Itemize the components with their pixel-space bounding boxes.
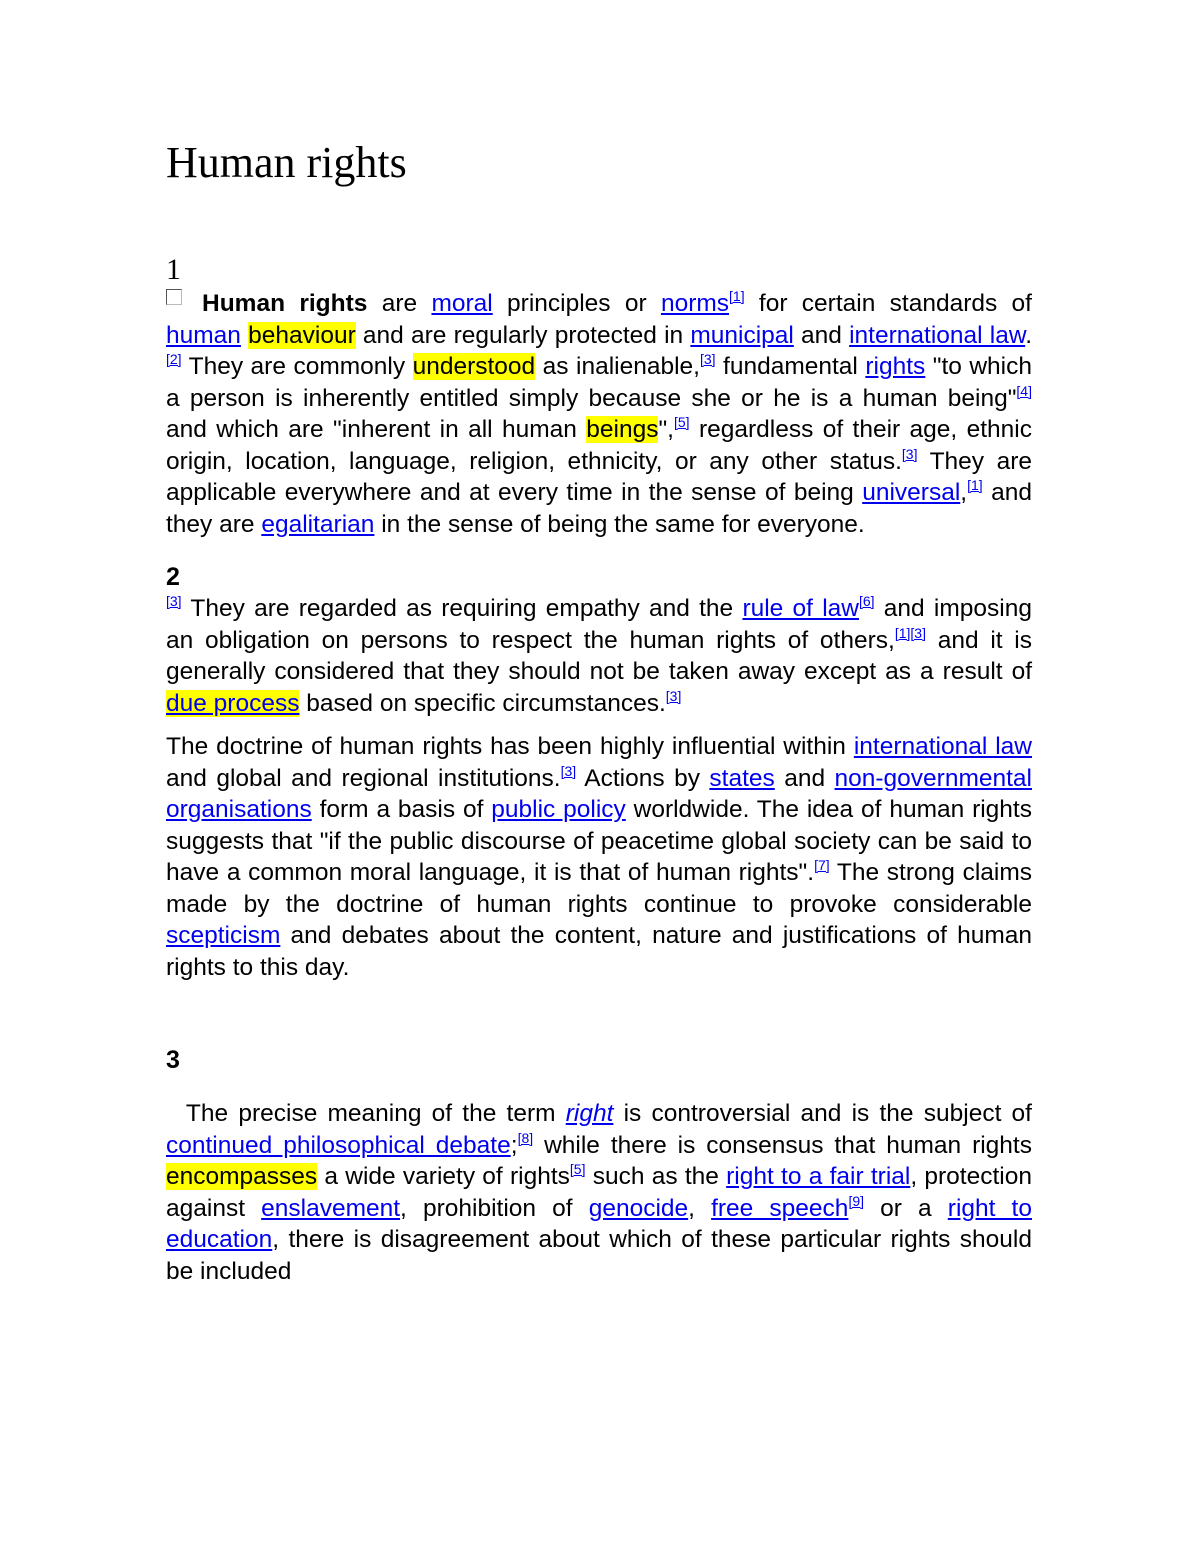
text-run: ", [658, 416, 674, 443]
text-run: and are regularly protected in [355, 321, 691, 349]
text-run: They are commonly [181, 353, 413, 380]
link-moral[interactable]: moral [431, 290, 493, 317]
link-ngo[interactable]: non-governmental organisations [166, 764, 1032, 823]
link-international-law[interactable]: international law [853, 733, 1032, 760]
citation-link[interactable]: [1] [894, 624, 911, 641]
citation-link[interactable]: [7] [814, 857, 830, 873]
text-run: and global and regional institutions. [166, 764, 561, 792]
text-run: and it is generally considered that they should not be taken away except as a result of [166, 626, 1032, 685]
link-human[interactable]: human [166, 321, 241, 349]
document-page [166, 136, 1032, 1287]
text-run: , [688, 1194, 712, 1222]
citation-link[interactable]: [5] [674, 414, 690, 430]
link-free-speech[interactable]: free speech [711, 1194, 849, 1222]
link-international-law[interactable]: international law [849, 321, 1026, 349]
highlight-beings: beings [586, 416, 659, 443]
text-run: The doctrine of human rights has been highly influential within [166, 733, 854, 760]
text-run: as inalienable, [535, 353, 700, 380]
text-run: and [774, 764, 835, 792]
citation-link[interactable]: [4] [1016, 382, 1032, 399]
citation-link[interactable]: [9] [848, 1192, 865, 1209]
text-run: , prohibition of [400, 1194, 589, 1222]
link-scepticism[interactable]: scepticism [166, 922, 281, 949]
citation-link[interactable]: [1] [967, 477, 983, 493]
text-run: and imposing an obligation on persons to respect the human rights of others, [166, 595, 1032, 654]
text-run: and [793, 321, 850, 349]
text-run: or a [864, 1194, 948, 1222]
link-universal[interactable]: universal [862, 479, 961, 506]
link-fair-trial[interactable]: right to a fair trial [726, 1163, 911, 1190]
text-run: and they are [166, 479, 1032, 538]
section-number-2: 2 [166, 563, 180, 591]
text-run: and which are "inherent in all human [166, 416, 587, 443]
citation-link[interactable]: [3] [560, 762, 577, 779]
section-number-1: 1 [166, 253, 181, 286]
text-run: , there is disagreement about which of these particular rights should be included [166, 1226, 1032, 1285]
link-municipal[interactable]: municipal [690, 321, 794, 349]
text-run: They are applicable everywhere and at every time in the sense of being [166, 447, 1032, 506]
link-right-to-education[interactable]: right to education [166, 1194, 1032, 1253]
text-run: regardless of their age, ethnic origin, location, language, religion, ethnicity, or any other status. [166, 416, 1032, 475]
text-run: for certain standards of [744, 290, 1032, 317]
citation-link[interactable]: [3] [699, 351, 716, 367]
paragraph-4 [166, 1098, 1032, 1287]
text-run: such as the [585, 1163, 727, 1190]
section-number-3: 3 [166, 1046, 180, 1074]
paragraph-2 [166, 593, 1032, 719]
citation-link[interactable]: [5] [569, 1161, 586, 1177]
text-run: Actions by [576, 764, 710, 792]
text-run: are [367, 290, 432, 317]
text-run: , protection against [166, 1163, 1032, 1222]
text-run: worldwide. The idea of human rights suggests that "if the public discourse of peacetime global society can be said to have a common moral language, it is that of human rights". [166, 796, 1032, 886]
text-run: form a basis of [311, 796, 492, 823]
text-run: a wide variety of rights [317, 1163, 570, 1190]
citation-link[interactable]: [3] [910, 624, 926, 641]
bold-lead: Human rights [202, 290, 368, 317]
text-run: The precise meaning of the term [166, 1100, 566, 1127]
citation-link[interactable]: [3] [665, 687, 682, 704]
checkbox-icon[interactable] [166, 289, 182, 305]
link-right[interactable]: right [565, 1100, 614, 1127]
text-run: "to which a person is inherently entitled simply because she or he is a human being" [166, 353, 1032, 412]
text-run: principles or [492, 290, 661, 317]
text-run: is controversial and is the subject of [613, 1100, 1032, 1127]
paragraph-3 [166, 731, 1032, 983]
citation-link[interactable]: [2] [166, 351, 182, 367]
text-run: while there is consensus that human rights [533, 1131, 1032, 1159]
text-run: fundamental [715, 353, 866, 380]
text-run: in the sense of being the same for everyone. [374, 510, 865, 538]
citation-link[interactable]: [3] [901, 445, 918, 462]
highlight-understood: understood [412, 353, 536, 380]
paragraph-1 [166, 288, 1032, 540]
citation-link[interactable]: [1] [729, 288, 745, 304]
highlight-encompasses: encompasses [166, 1163, 318, 1190]
page-title: Human rights [166, 138, 407, 187]
highlight-behaviour: behaviour [248, 321, 356, 349]
text-run: based on specific circumstances. [299, 689, 666, 717]
link-norms[interactable]: norms [660, 290, 730, 317]
link-states[interactable]: states [709, 764, 775, 792]
text-run: and debates about the content, nature and justifications of human rights to this day. [166, 922, 1032, 981]
link-rights[interactable]: rights [865, 353, 926, 380]
text-run: , [960, 479, 968, 506]
citation-link[interactable]: [6] [858, 593, 875, 609]
link-due-process[interactable]: due process [166, 689, 300, 717]
link-enslavement[interactable]: enslavement [261, 1194, 401, 1222]
text-run: ; [510, 1131, 518, 1159]
link-egalitarian[interactable]: egalitarian [261, 510, 375, 538]
link-public-policy[interactable]: public policy [491, 796, 626, 823]
citation-link[interactable]: [8] [517, 1129, 534, 1146]
text-run: They are regarded as requiring empathy and the [181, 595, 743, 622]
link-genocide[interactable]: genocide [588, 1194, 689, 1222]
citation-link[interactable]: [3] [166, 593, 182, 609]
text-run: . [1025, 321, 1033, 349]
link-philosophical-debate[interactable]: continued philosophical debate [166, 1131, 511, 1159]
link-rule-of-law[interactable]: rule of law [742, 595, 859, 622]
text-run: The strong claims made by the doctrine of human rights continue to provoke considerable [166, 859, 1032, 918]
